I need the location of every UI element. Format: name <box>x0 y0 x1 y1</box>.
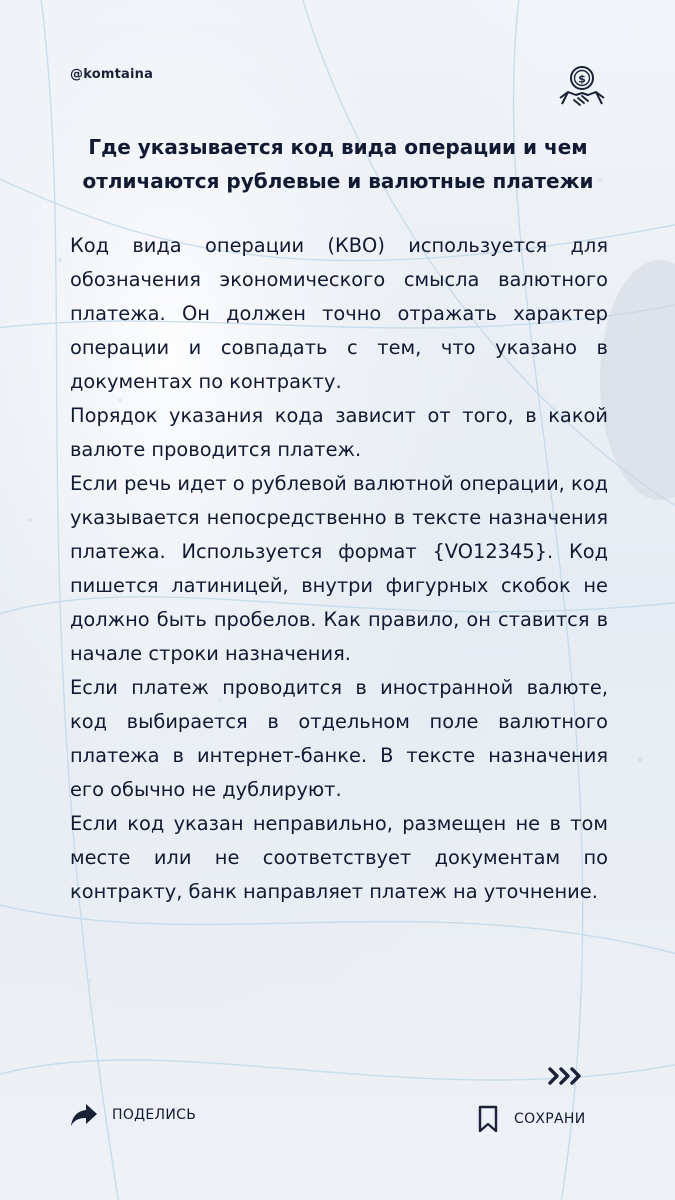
author-handle: @komtaina <box>70 67 154 82</box>
triple-chevron-right-icon[interactable] <box>548 1066 584 1086</box>
paragraph: Если код указан неправильно, размещен не в том месте или не соответствует документам по контракту, банк направляет платеж на уточнение. <box>70 812 608 903</box>
page-title: Где указывается код вида операции и чем отличаются рублевые и валютные платежи <box>82 135 594 193</box>
share-button[interactable] <box>70 1102 196 1128</box>
paragraph: Порядок указания кода зависит от того, в какой валюте проводится платеж. <box>70 404 608 461</box>
paragraph: Если платеж проводится в иностранной валюте, код выбирается в отдельном поле валютного платежа в интернет-банке. В тексте назначения его обычно не дублируют. <box>70 676 608 801</box>
bookmark-icon <box>478 1105 498 1133</box>
paragraph: Если речь идет о рублевой валютной операции, код указывается непосредственно в тексте назначения платежа. Используется формат {VO12345}. Код пишется латиницей, внутри фигурных скобок не должно быть пробелов. Как правило, он ставится в начале строки назначения. <box>70 472 608 665</box>
paragraph: Код вида операции (КВО) используется для обозначения экономического смысла валютного платежа. Он должен точно отражать характер операции и совпадать с тем, что указано в документах по контракту. <box>70 234 608 393</box>
save-button[interactable] <box>478 1105 586 1133</box>
money-handshake-icon <box>556 62 608 114</box>
svg-text:$: $ <box>578 72 586 86</box>
article-body <box>70 229 608 909</box>
share-label: ПОДЕЛИСЬ <box>112 1107 197 1123</box>
save-label: СОХРАНИ <box>514 1111 586 1127</box>
share-arrow-icon <box>70 1102 98 1128</box>
